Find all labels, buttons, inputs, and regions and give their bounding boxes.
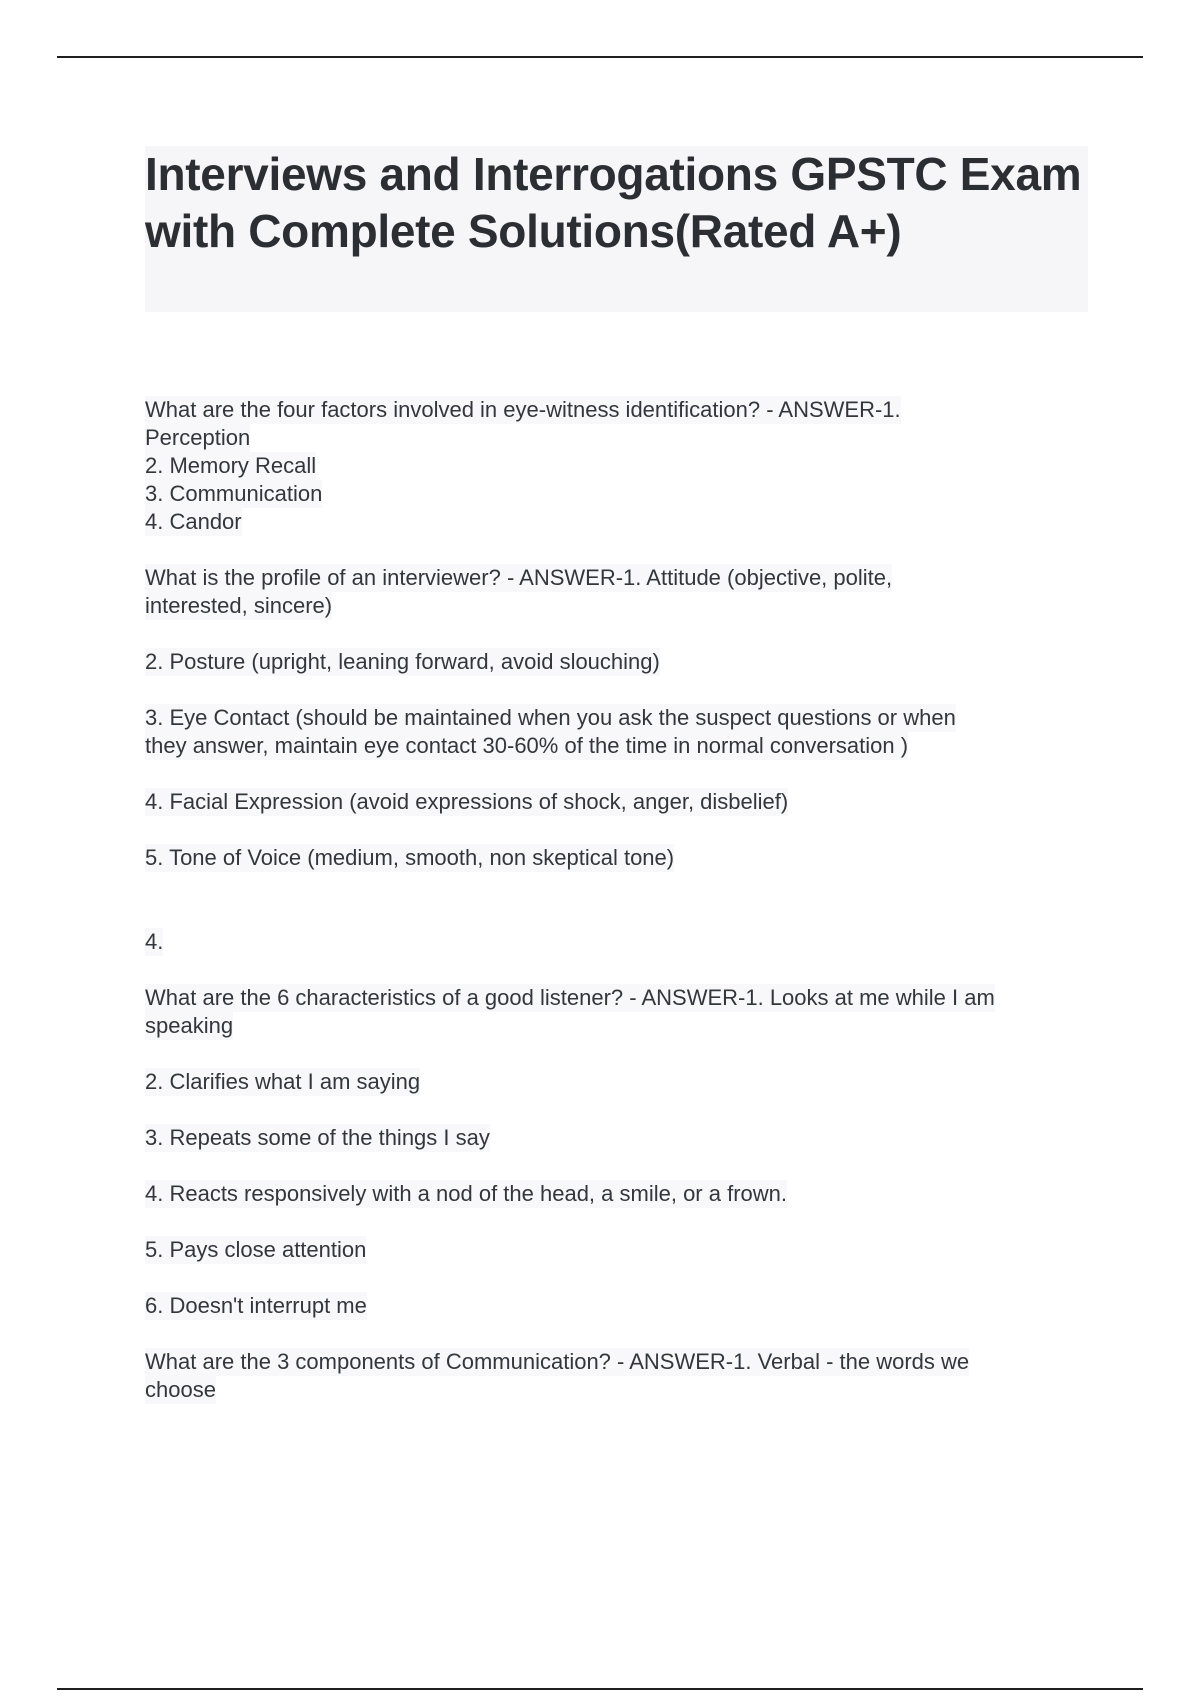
- question-text: speaking: [145, 1013, 234, 1038]
- question-text: What are the four factors involved in eye-witness identification? - ANSWER-1.: [145, 397, 901, 422]
- answer-line: 5. Tone of Voice (medium, smooth, non skeptical tone): [145, 845, 675, 870]
- question-text: What is the profile of an interviewer? - ANSWER-1. Attitude (objective, polite,: [145, 565, 893, 590]
- answer-line: 4. Candor: [145, 509, 242, 534]
- answer-line: 2. Clarifies what I am saying: [145, 1069, 421, 1094]
- question-text: choose: [145, 1377, 216, 1402]
- question-text: What are the 3 components of Communication? - ANSWER-1. Verbal - the words we: [145, 1349, 970, 1374]
- document-body: [145, 396, 1090, 1404]
- answer-line: 5. Pays close attention: [145, 1237, 367, 1262]
- bottom-rule: [57, 1688, 1143, 1690]
- answer-line: 4.: [145, 929, 164, 954]
- top-rule: [57, 56, 1143, 58]
- answer-line: 6. Doesn't interrupt me: [145, 1293, 367, 1318]
- answer-line: they answer, maintain eye contact 30-60% of the time in normal conversation ): [145, 733, 909, 758]
- answer-line: 3. Repeats some of the things I say: [145, 1125, 490, 1150]
- answer-line: 4. Reacts responsively with a nod of the head, a smile, or a frown.: [145, 1181, 787, 1206]
- answer-line: 3. Communication: [145, 481, 323, 506]
- qa-good-listener: [145, 984, 1090, 1320]
- document-title: Interviews and Interrogations GPSTC Exam with Complete Solutions(Rated A+): [145, 148, 1082, 257]
- answer-line: 4. Facial Expression (avoid expressions of shock, anger, disbelief): [145, 789, 789, 814]
- question-text: interested, sincere): [145, 593, 333, 618]
- question-text: What are the 6 characteristics of a good listener? - ANSWER-1. Looks at me while I am: [145, 985, 995, 1010]
- answer-line: 2. Posture (upright, leaning forward, avoid slouching): [145, 649, 660, 674]
- title-block: [145, 146, 1088, 312]
- answer-line: Perception: [145, 425, 251, 450]
- qa-eyewitness: [145, 396, 1090, 536]
- qa-interviewer-profile: [145, 564, 1090, 956]
- answer-line: 2. Memory Recall: [145, 453, 317, 478]
- qa-communication-components: [145, 1348, 1090, 1404]
- answer-line: 3. Eye Contact (should be maintained when you ask the suspect questions or when: [145, 705, 956, 730]
